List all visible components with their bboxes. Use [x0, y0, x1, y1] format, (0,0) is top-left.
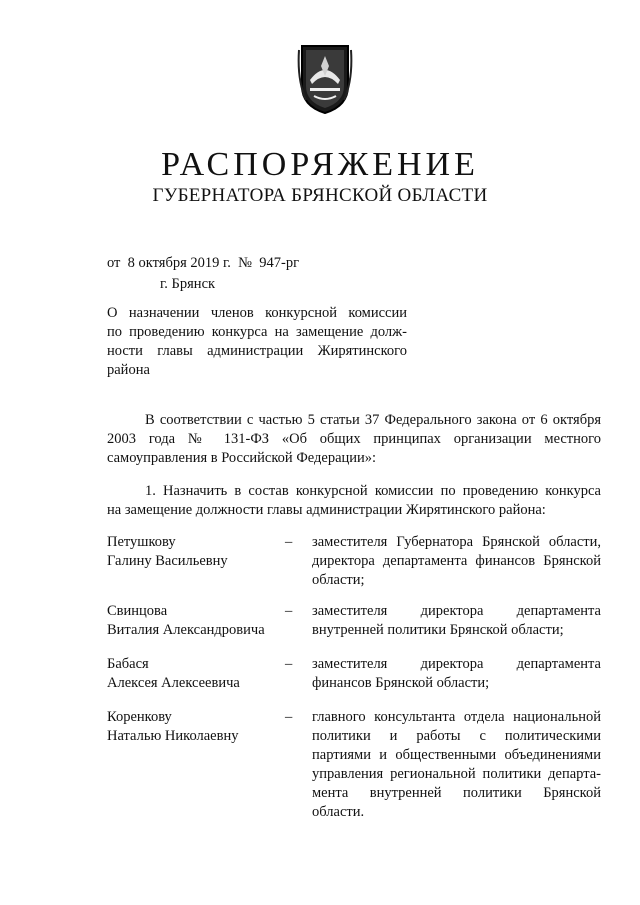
preamble-line: В соответствии с частью 5 статьи 37 Федерального закона от 6 октября [145, 412, 601, 428]
subject-line: района [107, 362, 150, 378]
position-line: заместителя директора департамента [312, 656, 601, 672]
place-of-issue: г. Брянск [160, 276, 216, 292]
position-line: мента внутренней политики Брянской [312, 785, 601, 801]
member-surname: Бабася [107, 656, 149, 672]
member-surname: Коренкову [107, 709, 172, 725]
clause-line: 1. Назначить в состав конкурсной комиссии по проведению конкурса [145, 483, 601, 499]
member-surname: Петушкову [107, 534, 176, 550]
position-line: директора департамента финансов Брянской [312, 553, 601, 569]
date-number-line: от 8 октября 2019 г. № 947-рг [107, 255, 300, 271]
subject-line: по проведению конкурса на замещение долж- [107, 324, 407, 340]
position-line: заместителя Губернатора Брянской области, [312, 534, 601, 550]
subject-heading [107, 304, 407, 380]
document-title: РАСПОРЯЖЕНИЕ [161, 146, 479, 183]
member-surname: Свинцова [107, 603, 168, 619]
member-name [107, 708, 282, 746]
position-line: политики и работы с политическими [312, 728, 601, 744]
position-line: заместителя директора департамента [312, 603, 601, 619]
subject-line: ности главы администрации Жирятинского [107, 343, 407, 359]
clause-1-paragraph [107, 482, 601, 520]
member-given-names: Наталью Николаевну [107, 728, 239, 744]
subject-line: О назначении членов конкурсной комиссии [107, 305, 407, 321]
member-position [312, 655, 601, 693]
preamble-paragraph [107, 411, 601, 468]
member-name [107, 655, 282, 693]
position-line: области; [312, 572, 365, 588]
preamble-line: 2003 года № 131-ФЗ «Об общих принципах организации местного [107, 431, 601, 447]
member-position [312, 602, 601, 640]
member-dash: – [285, 709, 293, 725]
position-line: области. [312, 804, 365, 820]
position-line: управления региональной политики департа- [312, 766, 601, 782]
position-line: внутренней политики Брянской области; [312, 622, 564, 638]
position-line: партиями и общественными объединениями [312, 747, 601, 763]
member-name [107, 602, 282, 640]
member-name [107, 533, 282, 571]
member-dash: – [285, 534, 293, 550]
member-position [312, 708, 601, 822]
member-given-names: Виталия Александровича [107, 622, 265, 638]
member-position [312, 533, 601, 590]
position-line: финансов Брянской области; [312, 675, 490, 691]
clause-line: на замещение должности главы администрации Жирятинского района: [107, 502, 546, 518]
document-subtitle: ГУБЕРНАТОРА БРЯНСКОЙ ОБЛАСТИ [152, 185, 488, 206]
member-given-names: Галину Васильевну [107, 553, 228, 569]
coat-of-arms-emblem [296, 40, 354, 116]
member-dash: – [285, 603, 293, 619]
position-line: главного консультанта отдела национальной [312, 709, 601, 725]
preamble-line: самоуправления в Российской Федерации»: [107, 450, 377, 466]
member-given-names: Алексея Алексеевича [107, 675, 240, 691]
member-dash: – [285, 656, 293, 672]
